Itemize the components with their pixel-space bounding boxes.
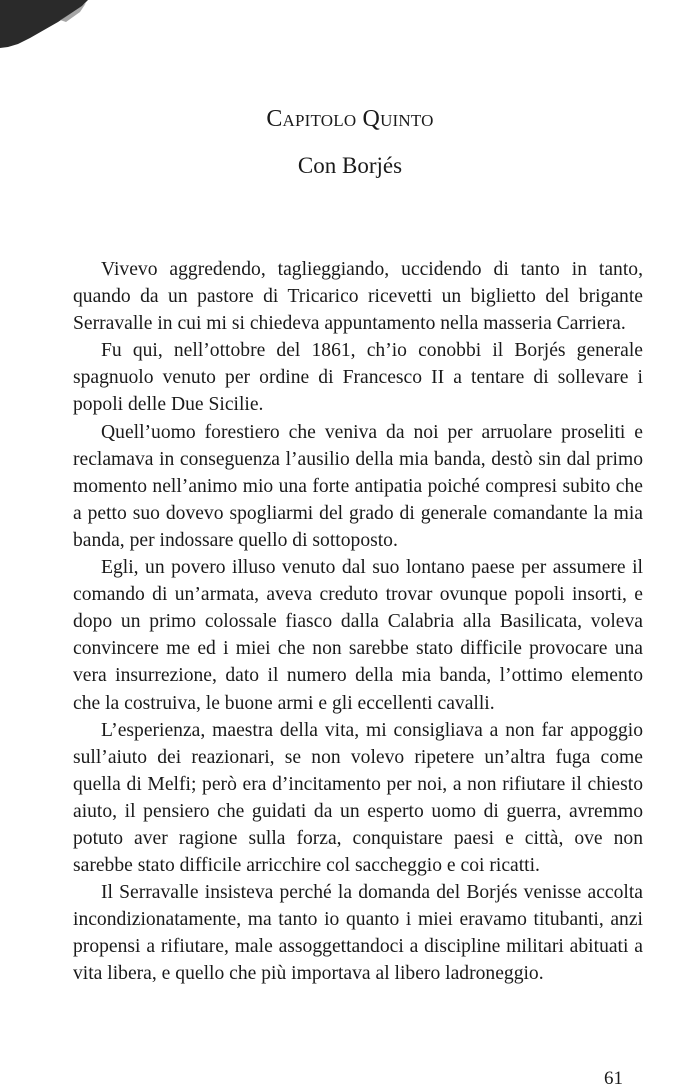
chapter-label: Capitolo Quinto (266, 106, 434, 132)
paragraph-2: Fu qui, nell’ottobre del 1861, ch’io conobbi il Borjés generale spagnuolo venuto per ordine di Francesco II a tentare di sollevare i popoli delle Due Sicilie. (73, 340, 643, 416)
chapter-title: Con Borjés (297, 153, 403, 178)
paragraph-4: Egli, un povero illuso venuto dal suo lontano paese per assumere il comando di un’armata, aveva creduto trovar ovunque popoli insorti, e dopo un primo colossale fiasco dalla Calabria alla Basilicata, voleva convincere me ed i miei che non sarebbe stato difficile provocare una vera insurrezione, dato il numero della mia banda, l’ottimo elemento che la costruiva, le buone armi e gli eccellenti cavalli. (73, 557, 643, 714)
paragraph-5: L’esperienza, maestra della vita, mi consigliava a non far appoggio sull’aiuto dei reazionari, se non volevo ripetere un’altra fuga come quella di Melfi; però era d’incitamento per noi, a non rifiutare il chiesto aiuto, il pensiero che guidati da un esperto uomo di guerra, avremmo potuto aver ragione sulla forza, conquistare paesi e città, ove non sarebbe stato difficile arricchire col saccheggio e coi ricatti. (73, 719, 643, 877)
page-number: 61 (604, 1068, 623, 1089)
paragraph-3: Quell’uomo forestiero che veniva da noi per arruolare proseliti e reclamava in conseguenza l’ausilio della mia banda, destò sin dal primo momento nell’animo mio una forte antipatia poiché compresi subito che a petto suo dovevo spogliarmi del grado di generale comandante la mia banda, per indossare quello di sottoposto. (73, 421, 643, 551)
paragraph-1: Vivevo aggredendo, taglieggiando, uccidendo di tanto in tanto, quando da un pastore di Tricarico ricevetti un biglietto del brigante Serravalle in cui mi si chiedeva appuntamento nella masseria Carriera. (73, 259, 643, 335)
paragraph-6: Il Serravalle insisteva perché la domanda del Borjés venisse accolta incondizionatamente, ma tanto io quanto i miei eravamo titubanti, anzi propensi a rifiutare, male assoggettandoci a discipline militari abituati a vita libera, e quello che più importava al libero ladroneggio. (73, 882, 643, 985)
scan-shadow-mark (0, 0, 92, 48)
body-text (73, 256, 643, 988)
